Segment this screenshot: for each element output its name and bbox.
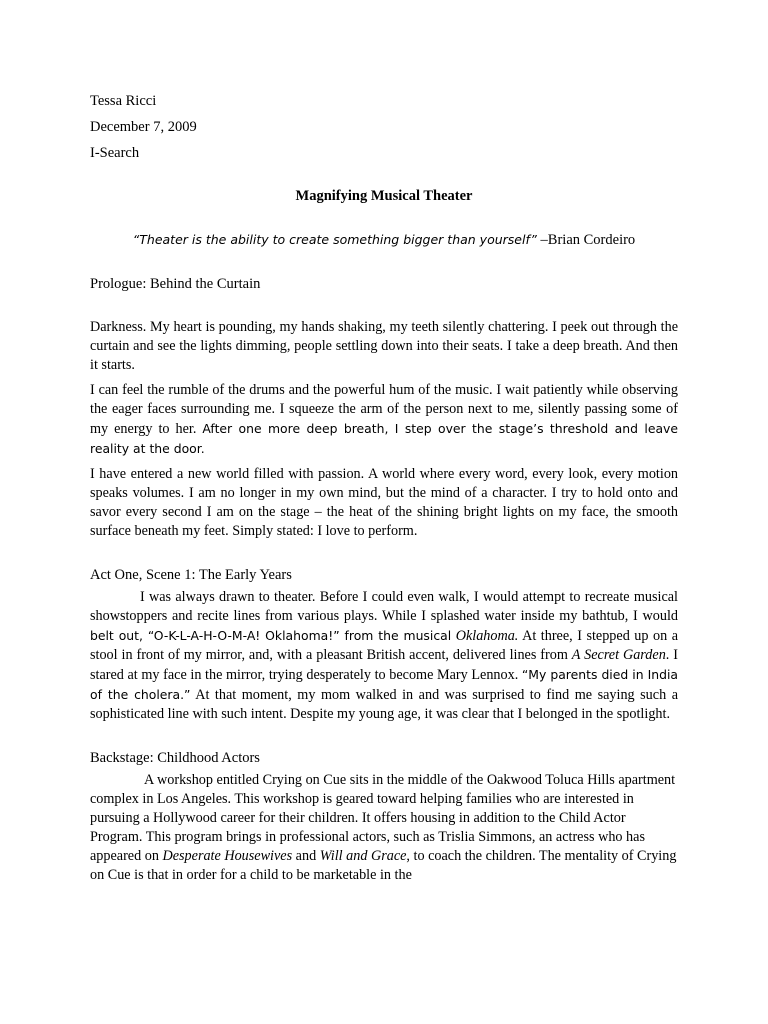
act-one-paragraph bbox=[90, 588, 678, 724]
act-one-text-1: I was always drawn to theater. Before I could even walk, I would attempt to recreate musical showstoppers and recite lines from various plays. While I splashed water inside my bathtub, I would bbox=[90, 589, 678, 624]
musical-title-oklahoma: Oklahoma. bbox=[455, 628, 519, 644]
act-one-text-2: At three, I stepped up on a stool in front of my mirror, and, with a pleasant British accent, delivered lines from bbox=[90, 628, 679, 663]
backstage-heading: Backstage: Childhood Actors bbox=[90, 750, 260, 766]
prologue-paragraph-1: Darkness. My heart is pounding, my hands shaking, my teeth silently chattering. I peek out through the curtain and see the lights dimming, people settling down into their seats. I take a deep breath. And then it starts. bbox=[90, 319, 678, 373]
show-title-desperate-housewives: Desperate Housewives bbox=[162, 848, 293, 864]
act-one-heading: Act One, Scene 1: The Early Years bbox=[90, 567, 292, 583]
act-one-text-4: At that moment, my mom walked in and was surprised to find me saying such a sophisticated line with such intent. Despite my young age, it was clear that I belonged in the spotlight. bbox=[90, 687, 678, 722]
prologue-paragraph-2-text: I can feel the rumble of the drums and the powerful hum of the music. I wait patiently while observing the eager faces surrounding me. I squeeze the arm of the person next to me, silently passing some of my energy to her. bbox=[90, 382, 678, 437]
author-name: Tessa Ricci bbox=[90, 93, 157, 109]
prologue-paragraph-3: I have entered a new world filled with passion. A world where every word, every look, every motion speaks volumes. I am no longer in my own mind, but the mind of a character. I try to hold onto and savor every second I am on the stage – the heat of the shining bright lights on my face, the smooth surface beneath my feet. Simply stated: I love to perform. bbox=[90, 466, 678, 539]
act-one-text-3: . I stared at my face in the mirror, trying desperately to become Mary Lennox. bbox=[90, 647, 678, 683]
musical-title-secret-garden: A Secret Garden bbox=[571, 647, 666, 663]
backstage-text-1: A workshop entitled Crying on Cue sits in the middle of the Oakwood Toluca Hills apartment complex in Los Angeles. This workshop is geared toward helping families who are interested in pursuing a Hollywood career for their children. It offers housing in addition to the Child Actor Program. This program brings in professional actors, such as Trislia Simmons, an actress who has appeared on bbox=[90, 772, 676, 864]
act-one-oklahoma-line: belt out, “O-K-L-A-H-O-M-A! Oklahoma!” from the musical bbox=[90, 628, 452, 643]
backstage-text-3: , to coach the children. The mentality of Crying on Cue is that in order for a child to be marketable in the bbox=[90, 848, 677, 883]
prologue-paragraph-2-sans-text: After one more deep breath, I step over the stage’s threshold and leave reality at the door. bbox=[90, 421, 678, 456]
document-title: Magnifying Musical Theater bbox=[295, 188, 473, 204]
show-title-will-and-grace: Will and Grace bbox=[319, 848, 407, 864]
epigraph bbox=[90, 230, 678, 250]
document-date: December 7, 2009 bbox=[90, 119, 197, 135]
epigraph-quote: “Theater is the ability to create something bigger than yourself” bbox=[132, 232, 537, 247]
backstage-paragraph bbox=[90, 771, 678, 885]
epigraph-attribution: –Brian Cordeiro bbox=[536, 232, 636, 248]
prologue-paragraph-2 bbox=[90, 381, 678, 459]
assignment-label: I-Search bbox=[90, 145, 140, 161]
prologue-heading: Prologue: Behind the Curtain bbox=[90, 276, 261, 292]
act-one-cholera-line: “My parents died in India of the cholera.” bbox=[90, 667, 678, 702]
backstage-text-2: and bbox=[292, 848, 320, 864]
